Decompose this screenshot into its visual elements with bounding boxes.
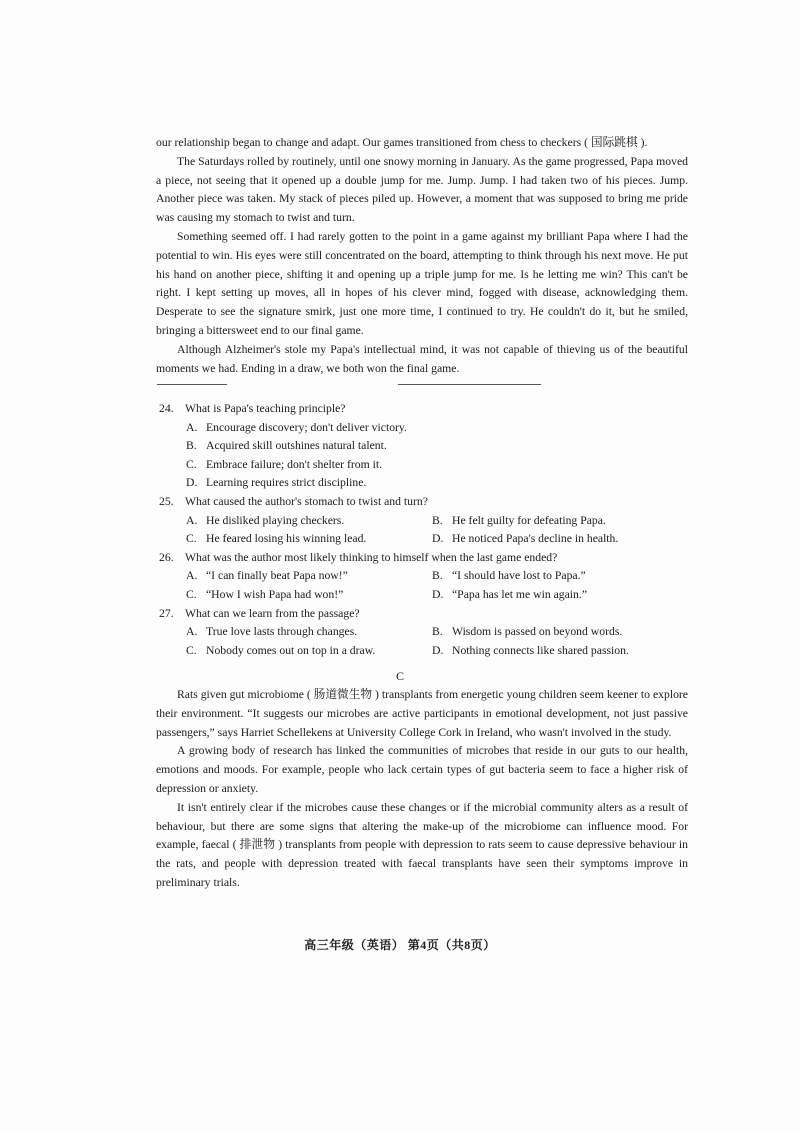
question-27 — [159, 605, 687, 661]
passage-paragraph: our relationship began to change and adapt. Our games transitioned from chess to checkers ( 国际跳棋 ). — [156, 136, 648, 149]
question-list — [159, 400, 687, 660]
passage-paragraph: Rats given gut microbiome ( 肠道微生物 ) transplants from energetic young children seem keener to explore their environment. “It suggests our microbes are active participants in emotional development, not just passive passengers,” says Harriet Schellekens at University College Cork in Ireland, who wasn't involved in the study. — [156, 688, 688, 739]
option-b: B. “I should have lost to Papa.” — [432, 569, 586, 583]
option-c: C. “How I wish Papa had won!” — [186, 587, 344, 601]
page-footer: 高三年级（英语） 第4页（共8页） — [304, 938, 496, 952]
passage-c — [156, 686, 688, 893]
option-c: C. Embrace failure; don't shelter from it. — [186, 457, 383, 471]
question-number: 27. — [159, 606, 174, 620]
pen-underline — [398, 384, 541, 385]
option-c: C. Nobody comes out on top in a draw. — [186, 643, 376, 657]
question-stem: What can we learn from the passage? — [185, 606, 360, 620]
passage-paragraph: The Saturdays rolled by routinely, until one snowy morning in January. As the game progressed, Papa moved a piece, not seeing that it opened up a double jump for me. Jump. Jump. I had taken two of his pieces. Jump. Another piece was taken. My stack of pieces piled up. However, a moment that was supposed to bring me pride was causing my stomach to twist and turn. — [156, 154, 688, 225]
question-number: 25. — [159, 494, 174, 508]
passage-paragraph: Although Alzheimer's stole my Papa's intellectual mind, it was not capable of thieving us of the beautiful moments we had. Ending in a draw, we both won the final game. — [156, 342, 688, 375]
passage-paragraph: A growing body of research has linked the communities of microbes that reside in our guts to our health, emotions and moods. For example, people who lack certain types of gut bacteria seem to face a higher risk of depression or anxiety. — [156, 744, 688, 795]
option-d: D. Learning requires strict discipline. — [186, 476, 367, 490]
question-number: 24. — [159, 402, 174, 415]
option-c: C. He feared losing his winning lead. — [186, 532, 367, 546]
option-a: A. He disliked playing checkers. — [186, 513, 345, 527]
question-25 — [159, 493, 687, 549]
passage-paragraph: It isn't entirely clear if the microbes cause these changes or if the microbial community alters as a result of behaviour, but there are some signs that altering the make-up of the microbiome can influence mood. For example, faecal ( 排泄物 ) transplants from people with depression to rats seem to cause depressive behaviour in the rats, and people with depression treated with faecal transplants have seen their symptoms improve in preliminary trials. — [156, 800, 688, 889]
option-a: A. True love lasts through changes. — [186, 625, 358, 639]
pen-underline — [157, 384, 227, 385]
question-stem: What is Papa's teaching principle? — [185, 402, 346, 415]
option-d: D. Nothing connects like shared passion. — [432, 643, 629, 657]
passage-paragraph: Something seemed off. I had rarely gotten to the point in a game against my brilliant Papa where I had the potential to win. His eyes were still concentrated on the board, attempting to think through his next move. He put his hand on another piece, shifting it and opening up a triple jump for me. Is he letting me win? This can't be right. I kept setting up moves, all in hopes of his clever mind, fogged with disease, acknowledging them. Desperate to see the signature smirk, just one more time, I continued to try. He couldn't do it, but he smiled, bringing a bittersweet end to our final game. — [156, 229, 688, 337]
option-d: D. “Papa has let me win again.” — [432, 587, 588, 601]
question-stem: What was the author most likely thinking to himself when the last game ended? — [185, 550, 558, 564]
option-b: B. He felt guilty for defeating Papa. — [432, 513, 606, 527]
question-24 — [159, 400, 687, 493]
option-d: D. He noticed Papa's decline in health. — [432, 532, 619, 546]
section-heading: C — [395, 669, 404, 683]
option-b: B. Acquired skill outshines natural talent. — [186, 439, 387, 453]
question-stem: What caused the author's stomach to twist and turn? — [185, 494, 428, 508]
option-a: A. “I can finally beat Papa now!” — [186, 569, 348, 583]
question-number: 26. — [159, 550, 174, 564]
passage-b — [156, 134, 688, 378]
question-26 — [159, 549, 687, 605]
option-a: A. Encourage discovery; don't deliver victory. — [186, 420, 407, 434]
option-b: B. Wisdom is passed on beyond words. — [432, 625, 623, 639]
